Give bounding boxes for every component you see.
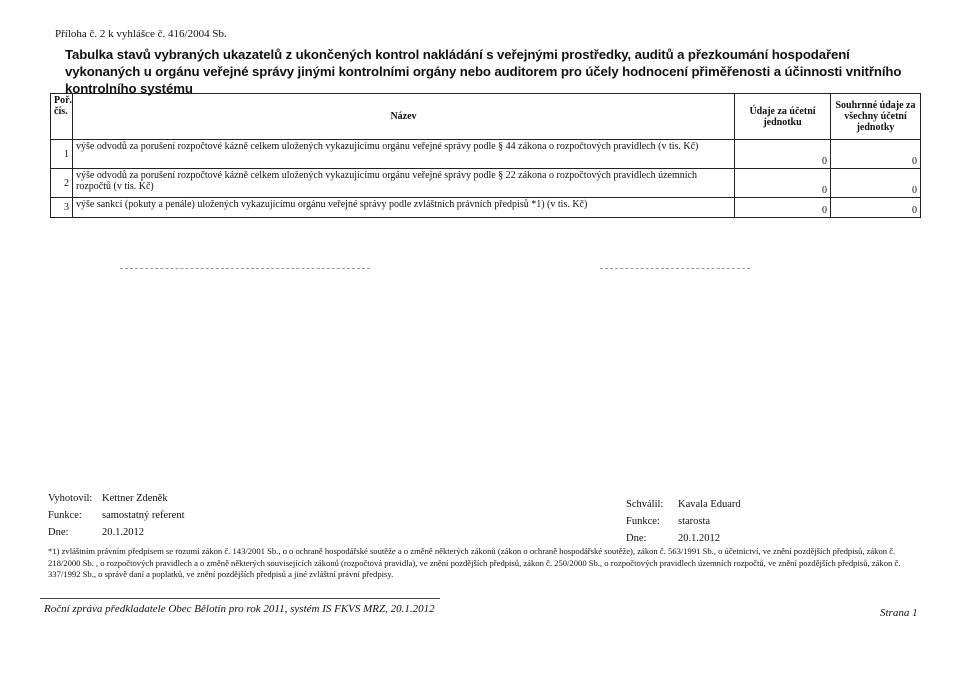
- indicator-table: [50, 93, 921, 218]
- table-header-row: [51, 94, 921, 140]
- dne-value: 20.1.2012: [102, 527, 144, 538]
- funkce2-label: Funkce:: [626, 516, 660, 527]
- row-label: výše sankcí (pokuty a penále) uložených vykazujícímu orgánu veřejné správy podle zvláštních právních předpisů *1) (v tis. Kč): [73, 198, 735, 218]
- table-row: [51, 169, 921, 198]
- document-title: Tabulka stavů vybraných ukazatelů z ukončených kontrol nakládání s veřejnými prostředky, auditů a přezkoumání hospodaření vykonaných u orgánu veřejné správy jinými kontrolními orgány nebo auditorem pro účely hodnocení přiměřenosti a účinnosti vnitřního kontrolního systému: [65, 47, 902, 96]
- dne2-label: Dne:: [626, 533, 647, 544]
- row-number: 1: [51, 140, 73, 169]
- column-header-souhrnne: Souhrnné údaje za všechny účetní jednotky: [831, 94, 921, 140]
- column-header-udaje: Údaje za účetní jednotku: [735, 94, 831, 140]
- scan-artifact-line: [600, 268, 750, 269]
- table-row: [51, 198, 921, 218]
- annex-reference: Příloha č. 2 k vyhlášce č. 416/2004 Sb.: [55, 28, 227, 40]
- schvalil-label: Schválil:: [626, 499, 664, 510]
- funkce-value: samostatný referent: [102, 510, 185, 521]
- column-header-nazev: Název: [73, 94, 735, 140]
- row-value-udaje: 0: [735, 140, 831, 169]
- row-number: 2: [51, 169, 73, 198]
- dne-label: Dne:: [48, 527, 69, 538]
- vyhotovil-value: Kettner Zdeněk: [102, 493, 168, 504]
- footnote: *1) zvláštním právním předpisem se rozumí zákon č. 143/2001 Sb., o o ochraně hospodářské soutěže a o změně některých zákonů (zákon o ochraně hospodářské soutěže), zákon č. 563/1991 Sb., o účetnictví, ve znění pozdějších předpisů, zákon č. 218/2000 Sb. , o rozpočtových pravidlech a o změně některých souvisejících zákonů (rozpočtová pravidla), ve znění pozdějších předpisů, zákon č. 250/2000 Sb., o rozpočtových pravidlech územních rozpočtů, ve znění pozdějších předpisů, zákon č. 337/1992 Sb., o správě daní a poplatků, ve znění pozdějších předpisů a jiné zvláštní právní předpisy.: [48, 546, 901, 579]
- schvalil-value: Kavala Eduard: [678, 499, 741, 510]
- report-footer: Roční zpráva předkladatele Obec Bělotín pro rok 2011, systém IS FKVS MRZ, 20.1.2012: [44, 603, 435, 615]
- vyhotovil-label: Vyhotovil:: [48, 493, 93, 504]
- row-value-souhrnne: 0: [831, 140, 921, 169]
- row-value-souhrnne: 0: [831, 169, 921, 198]
- footer-divider: [40, 598, 440, 599]
- row-label: výše odvodů za porušení rozpočtové kázně celkem uložených vykazujícímu orgánu veřejné správy podle § 22 zákona o rozpočtových pravidlech územních rozpočtů (v tis. Kč): [73, 169, 735, 198]
- funkce2-value: starosta: [678, 516, 711, 527]
- row-number: 3: [51, 198, 73, 218]
- table-row: [51, 140, 921, 169]
- funkce-label: Funkce:: [48, 510, 82, 521]
- row-value-udaje: 0: [735, 198, 831, 218]
- row-value-souhrnne: 0: [831, 198, 921, 218]
- column-header-por: Poř. čís.: [51, 94, 73, 140]
- scan-artifact-line: [120, 268, 370, 269]
- row-value-udaje: 0: [735, 169, 831, 198]
- dne2-value: 20.1.2012: [678, 533, 720, 544]
- row-label: výše odvodů za porušení rozpočtové kázně celkem uložených vykazujícímu orgánu veřejné správy podle § 44 zákona o rozpočtových pravidlech (v tis. Kč): [73, 140, 735, 169]
- page-number: Strana 1: [880, 607, 918, 619]
